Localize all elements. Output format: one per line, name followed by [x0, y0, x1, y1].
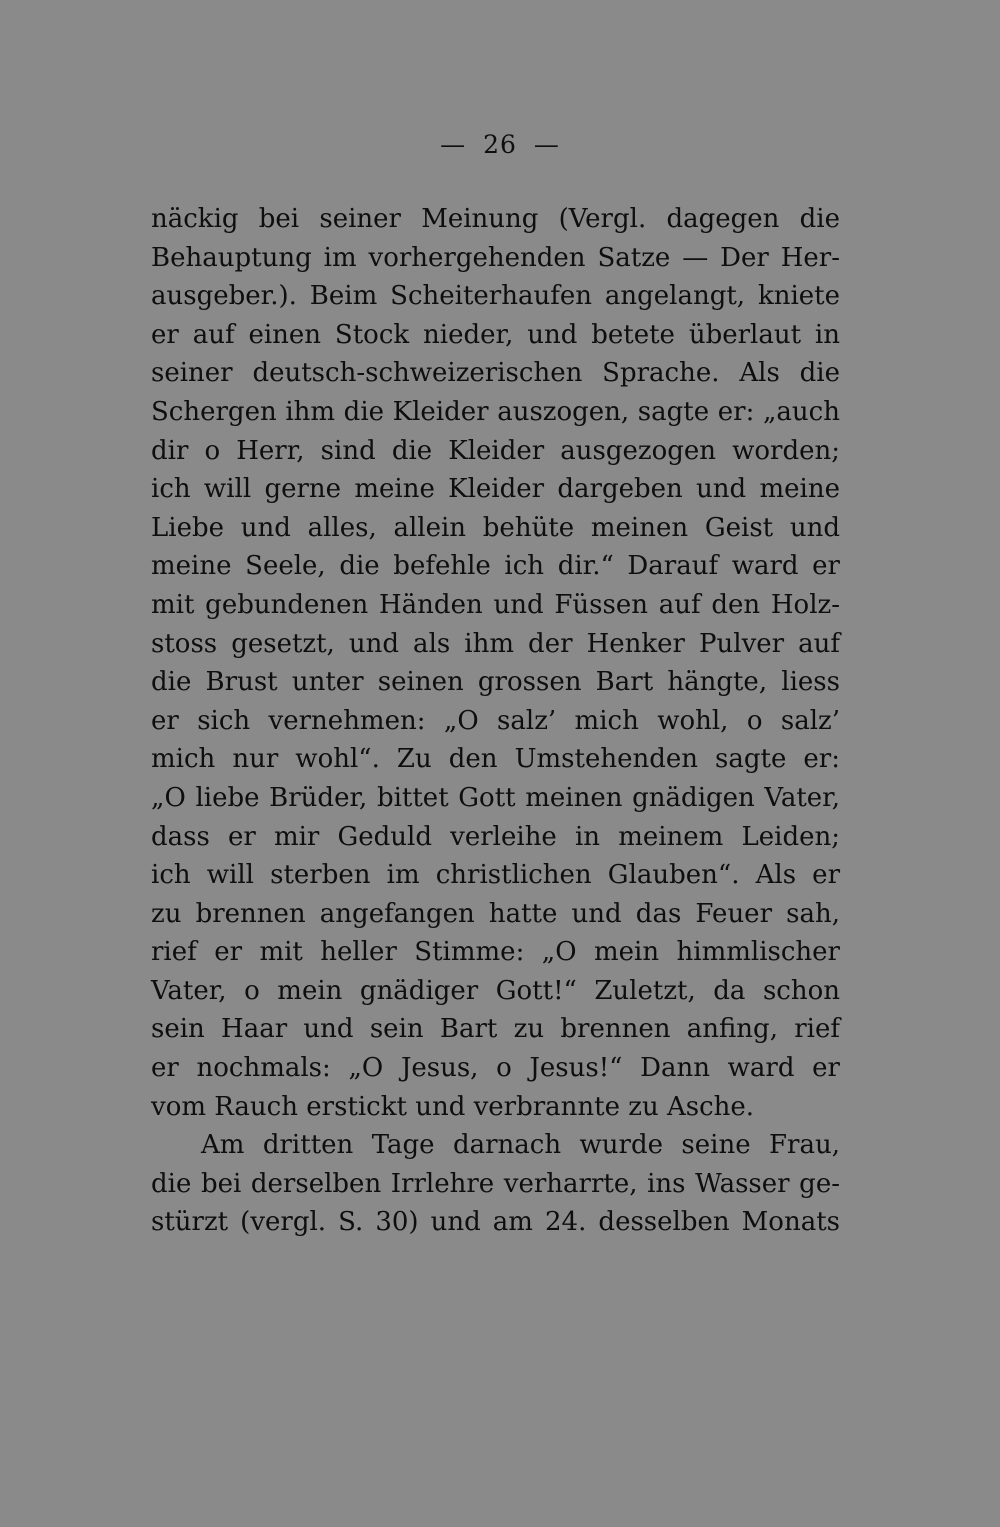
- text-line: näckig bei seiner Meinung (Vergl. dagegen die: [151, 204, 840, 234]
- text-line: stürzt (vergl. S. 30) und am 24. desselben Monats: [151, 1207, 840, 1238]
- text-line: er sich vernehmen: „O salz’ mich wohl, o salz’: [151, 705, 840, 736]
- text-line: stoss gesetzt, und als ihm der Henker Pulver auf: [151, 628, 840, 659]
- text-line: Am dritten Tage darnach wurde seine Frau,: [201, 1130, 840, 1161]
- text-line: dass er mir Geduld verleihe in meinem Leiden;: [151, 821, 840, 852]
- page-number: — 26 —: [440, 130, 560, 159]
- text-line: ich will sterben im christlichen Glauben“. Als er: [151, 860, 840, 891]
- text-line: seiner deutsch-schweizerischen Sprache. Als die: [151, 358, 840, 389]
- text-line: ich will gerne meine Kleider dargeben und meine: [151, 474, 840, 505]
- text-line: mich nur wohl“. Zu den Umstehenden sagte er:: [151, 744, 840, 775]
- text-line: meine Seele, die befehle ich dir.“ Darauf ward er: [151, 551, 840, 582]
- text-line: mit gebundenen Händen und Füssen auf den Holz-: [151, 589, 840, 620]
- text-line: er nochmals: „O Jesus, o Jesus!“ Dann ward er: [151, 1053, 840, 1084]
- text-line: zu brennen angefangen hatte und das Feuer sah,: [151, 898, 840, 929]
- text-line: Behauptung im vorhergehenden Satze — Der Her-: [151, 242, 840, 273]
- text-line: dir o Herr, sind die Kleider ausgezogen worden;: [151, 435, 840, 466]
- text-line: ausgeber.). Beim Scheiterhaufen angelangt, kniete: [151, 281, 840, 312]
- text-line: Vater, o mein gnädiger Gott!“ Zuletzt, da schon: [151, 975, 840, 1006]
- body-text: [151, 200, 840, 1242]
- text-line: die bei derselben Irrlehre verharrte, ins Wasser ge-: [151, 1168, 840, 1199]
- text-line: sein Haar und sein Bart zu brennen anfing, rief: [151, 1014, 840, 1045]
- text-line: Liebe und alles, allein behüte meinen Geist und: [151, 512, 840, 543]
- text-line: er auf einen Stock nieder, und betete überlaut in: [151, 319, 840, 350]
- text-line: rief er mit heller Stimme: „O mein himmlischer: [151, 937, 840, 968]
- text-line: vom Rauch erstickt und verbrannte zu Asche.: [151, 1091, 755, 1122]
- text-line: Schergen ihm die Kleider auszogen, sagte er: „auch: [151, 396, 840, 427]
- text-line: die Brust unter seinen grossen Bart hängte, liess: [151, 667, 840, 698]
- text-line: „O liebe Brüder, bittet Gott meinen gnädigen Vater,: [151, 782, 840, 813]
